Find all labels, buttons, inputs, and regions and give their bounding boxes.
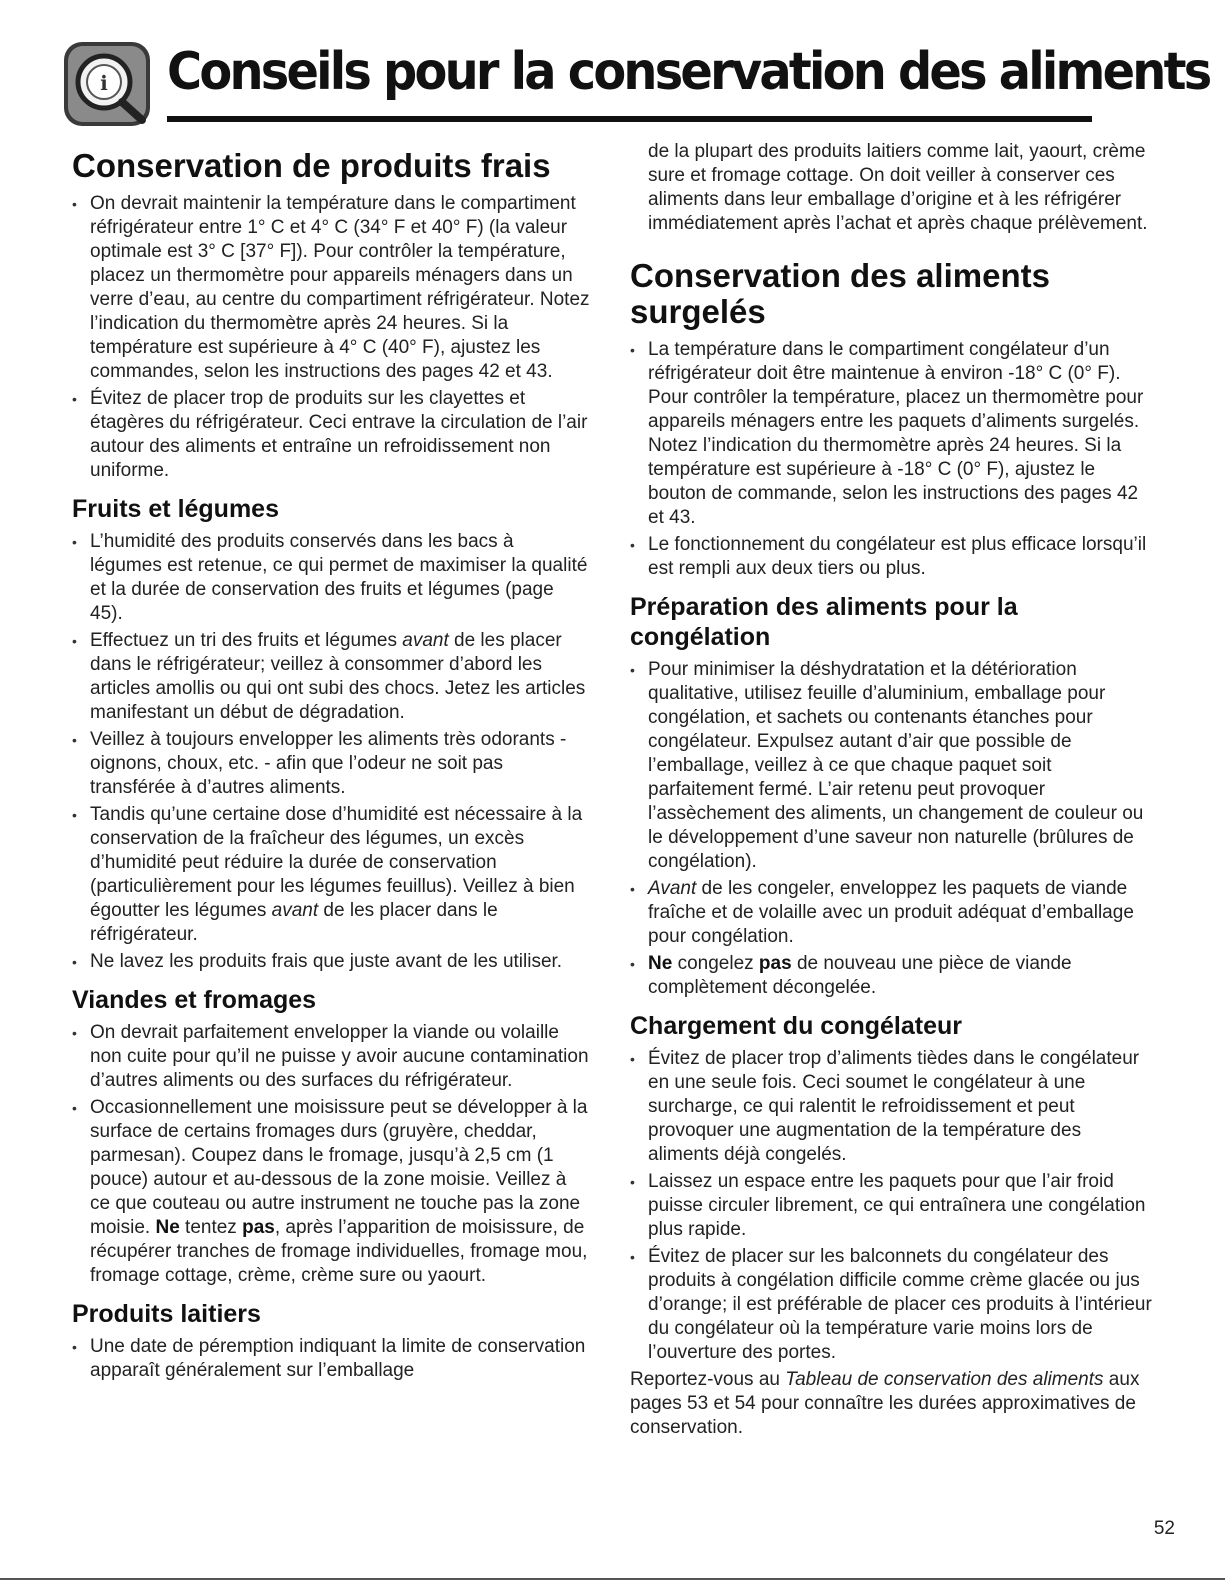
list-preparation bbox=[630, 658, 1155, 1000]
heading-viandes-fromages: Viandes et fromages bbox=[72, 986, 317, 1014]
list-item: • Pour minimiser la déshydratation et la détérioration qualitative, utilisez feuille d’aluminium, emballage pour congélation, et sachets ou contenants étanches pour congélateur. Expulsez autant d’air que possible de l’emballage, veillez à ce que chaque paquet soit parfaitement fermé. L’air retenu peut provoquer l’assèchement des aliments, un changement de couleur ou le développement d’une saveur non naturelle (brûlures de congélation). bbox=[630, 658, 1155, 874]
list-item: • Une date de péremption indiquant la limite de conservation apparaît généralement sur l’emballage bbox=[72, 1335, 590, 1383]
list-viandes-fromages bbox=[72, 1021, 590, 1288]
left-column bbox=[72, 140, 590, 1386]
list-item: • Effectuez un tri des fruits et légumes avant de les placer dans le réfrigérateur; veillez à consommer d’abord les articles amollis ou qui ont subi des chocs. Jetez les articles manifestant un début de dégradation. bbox=[72, 629, 590, 725]
list-produits-frais bbox=[72, 192, 590, 483]
list-item: • Évitez de placer trop de produits sur les clayettes et étagères du réfrigérateur. Ceci entrave la circulation de l’air autour des aliments et entraîne un refroidissement non uniforme. bbox=[72, 387, 590, 483]
list-item: • La température dans le compartiment congélateur d’un réfrigérateur doit être maintenue à environ -18° C (0° F). Pour contrôler la température, placez un thermomètre pour appareils ménagers entre les paquets d’aliments surgelés. Notez l’indication du thermomètre après 24 heures. Si la température est supérieure à -18° C (0° F), ajustez le bouton de commande, selon les instructions des pages 42 et 43. bbox=[630, 338, 1155, 530]
list-fruits-legumes bbox=[72, 530, 590, 974]
list-item: • Laissez un espace entre les paquets pour que l’air froid puisse circuler librement, ce qui entraînera une congélation plus rapide. bbox=[630, 1170, 1155, 1242]
page-title: Conseils pour la conservation des aliments bbox=[167, 42, 1210, 102]
page-header bbox=[62, 40, 1210, 132]
title-underline bbox=[167, 116, 1092, 122]
page-number: 52 bbox=[1153, 1518, 1175, 1539]
list-aliments-surgeles bbox=[630, 338, 1155, 581]
right-column bbox=[630, 140, 1155, 1440]
heading-produits-laitiers: Produits laitiers bbox=[72, 1300, 261, 1328]
list-item: • Évitez de placer sur les balconnets du congélateur des produits à congélation difficile comme crème glacée ou jus d’orange; il est préférable de placer ces produits à l’intérieur du congélateur où la température varie moins lors de l’ouverture des portes. bbox=[630, 1245, 1155, 1365]
list-item: • Le fonctionnement du congélateur est plus efficace lorsqu’il est rempli aux deux tiers ou plus. bbox=[630, 533, 1155, 581]
list-item: • Avant de les congeler, enveloppez les paquets de viande fraîche et de volaille avec un produit adéquat d’emballage pour congélation. bbox=[630, 877, 1155, 949]
heading-preparation: Préparation des aliments pour la congélation bbox=[630, 593, 1018, 651]
list-item: • Occasionnellement une moisissure peut se développer à la surface de certains fromages durs (gruyère, cheddar, parmesan). Coupez dans le fromage, jusqu’à 2,5 cm (1 pouce) autour et au-dessous de la zone moisie. Veillez à ce que couteau ou autre instrument ne touche pas la zone moisie. Ne tentez pas, après l’apparition de moisissure, de récupérer tranches de fromage individuelles, fromage mou, fromage cottage, crème, crème sure ou yaourt. bbox=[72, 1096, 590, 1288]
list-item: • Évitez de placer trop d’aliments tièdes dans le congélateur en une seule fois. Ceci soumet le congélateur à une surcharge, ce qui ralentit le refroidissement et peut provoquer une augmentation de la température des aliments déjà congelés. bbox=[630, 1047, 1155, 1167]
heading-fruits-legumes: Fruits et légumes bbox=[72, 495, 279, 523]
list-item: • Ne lavez les produits frais que juste avant de les utiliser. bbox=[72, 950, 590, 974]
heading-aliments-surgeles: Conservation des aliments surgelés bbox=[630, 257, 1050, 330]
list-item: • Tandis qu’une certaine dose d’humidité est nécessaire à la conservation de la fraîcheur des légumes, un excès d’humidité peut réduire la durée de conservation (particulièrement pour les légumes feuillus). Veillez à bien égoutter les légumes avant de les placer dans le réfrigérateur. bbox=[72, 803, 590, 947]
list-item: • On devrait parfaitement envelopper la viande ou volaille non cuite pour qu’il ne puisse y avoir aucune contamination d’autres aliments ou des surfaces du réfrigérateur. bbox=[72, 1021, 590, 1093]
list-item: • Veillez à toujours envelopper les aliments très odorants - oignons, choux, etc. - afin que l’odeur ne soit pas transférée à d’autres aliments. bbox=[72, 728, 590, 800]
heading-chargement: Chargement du congélateur bbox=[630, 1012, 962, 1040]
reportez-note: Reportez-vous au Tableau de conservation des aliments aux pages 53 et 54 pour connaître les durées approximatives de conservation. bbox=[630, 1369, 1140, 1438]
heading-produits-frais: Conservation de produits frais bbox=[72, 147, 551, 184]
magnifier-icon bbox=[62, 40, 152, 128]
list-item: • On devrait maintenir la température dans le compartiment réfrigérateur entre 1° C et 4° C (34° F et 40° F) (la valeur optimale est 3° C [37° F]). Pour contrôler la température, placez un thermomètre pour appareils ménagers dans un verre d’eau, au centre du compartiment réfrigérateur. Notez l’indication du thermomètre après 24 heures. Si la température est supérieure à 4° C (40° F), ajustez les commandes, selon les instructions des pages 42 et 43. bbox=[72, 192, 590, 384]
list-item: • L’humidité des produits conservés dans les bacs à légumes est retenue, ce qui permet de maximiser la qualité et la durée de conservation des fruits et légumes (page 45). bbox=[72, 530, 590, 626]
list-item: • Ne congelez pas de nouveau une pièce de viande complètement décongelée. bbox=[630, 952, 1155, 1000]
list-produits-laitiers bbox=[72, 1335, 590, 1383]
list-chargement bbox=[630, 1047, 1155, 1365]
svg-text:ℹ: ℹ bbox=[100, 71, 108, 95]
bottom-rule bbox=[0, 1578, 1225, 1580]
laitiers-continued: de la plupart des produits laitiers comme lait, yaourt, crème sure et fromage cottage. On doit veiller à conserver ces aliments dans leur emballage d’origine et à les réfrigérer immédiatement après l’achat et après chaque prélèvement. bbox=[648, 141, 1148, 234]
